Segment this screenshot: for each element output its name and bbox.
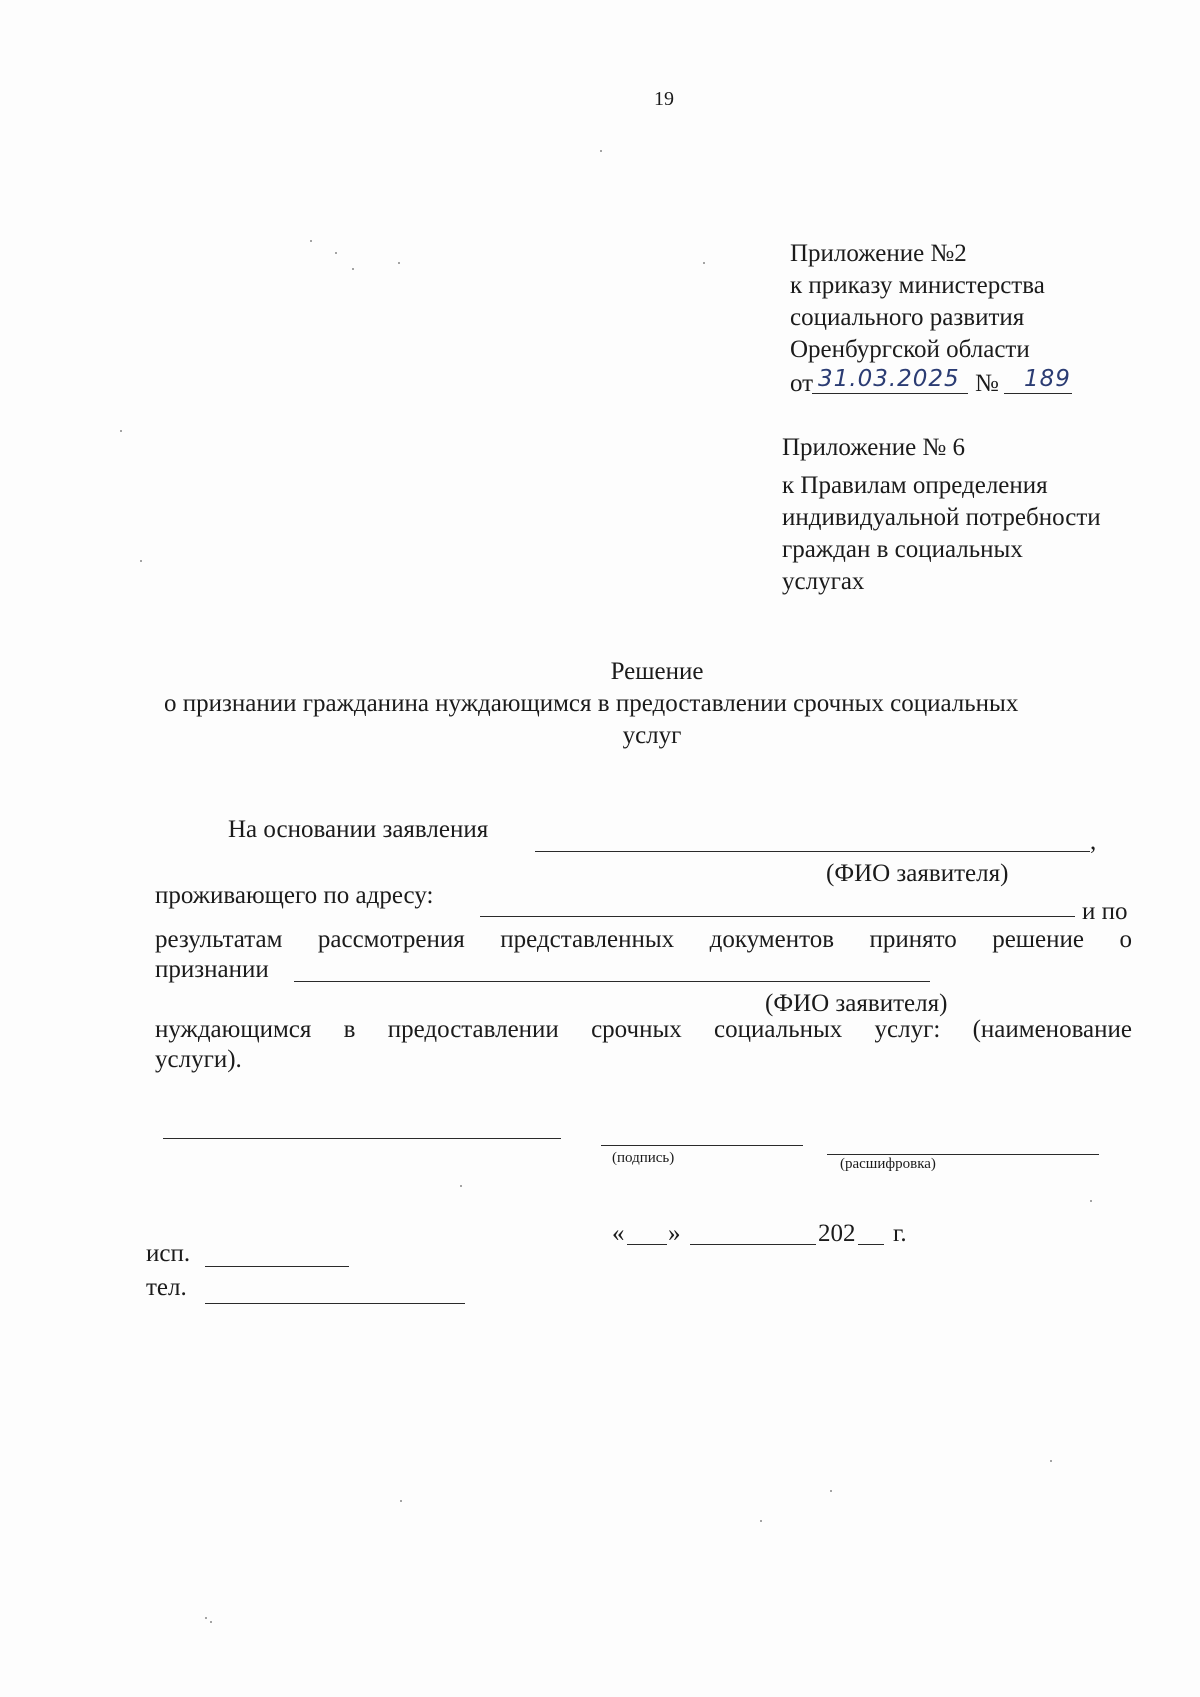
date-open-quote: « bbox=[612, 1220, 625, 1247]
applicant-name-field[interactable] bbox=[535, 851, 1090, 852]
signature-caption: (подпись) bbox=[612, 1150, 675, 1166]
fio-caption-2: (ФИО заявителя) bbox=[765, 990, 948, 1017]
year-field[interactable] bbox=[858, 1244, 884, 1245]
appendix-6-line-2: к Правилам определения bbox=[782, 472, 1048, 499]
number-underline bbox=[1004, 393, 1072, 394]
title-line-1: Решение bbox=[610, 658, 704, 685]
appendix-2-line-2: к приказу министерства bbox=[790, 272, 1045, 299]
recognition-label: признании bbox=[155, 956, 269, 983]
year-prefix: 202 bbox=[818, 1220, 856, 1247]
appendix-6-line-3: индивидуальной потребности bbox=[782, 504, 1101, 531]
date-underline bbox=[812, 393, 968, 394]
address-label: проживающего по адресу: bbox=[155, 882, 434, 909]
executor-label: исп. bbox=[146, 1240, 191, 1267]
title-line-2: о признании гражданина нуждающимся в предоставлении срочных социальных bbox=[164, 690, 1019, 717]
appendix-2-line-4: Оренбургской области bbox=[790, 336, 1030, 363]
basis-label: На основании заявления bbox=[228, 816, 489, 843]
day-field[interactable] bbox=[627, 1244, 667, 1245]
date-close-quote: » bbox=[668, 1220, 681, 1247]
appendix-6-line-4: граждан в социальных bbox=[782, 536, 1023, 563]
executor-field[interactable] bbox=[205, 1266, 349, 1267]
appendix-2-number-label: № bbox=[975, 370, 999, 397]
year-suffix: г. bbox=[893, 1220, 907, 1247]
service-line: услуги). bbox=[155, 1046, 242, 1073]
appendix-2-line-3: социального развития bbox=[790, 304, 1025, 331]
needy-line: нуждающимся в предоставлении срочных социальных услуг: (наименование bbox=[155, 1016, 1132, 1043]
phone-field[interactable] bbox=[205, 1303, 465, 1304]
handwritten-date: 31.03.2025 bbox=[818, 366, 960, 392]
page-number: 19 bbox=[654, 88, 674, 110]
appendix-2-from-label: от bbox=[790, 370, 814, 397]
appendix-2-title: Приложение №2 bbox=[790, 240, 967, 267]
results-line: результатам рассмотрения представленных документов принято решение о bbox=[155, 926, 1132, 953]
appendix-6-line-5: услугах bbox=[782, 568, 865, 595]
fio-caption-1: (ФИО заявителя) bbox=[826, 860, 1009, 887]
handwritten-number: 189 bbox=[1024, 366, 1071, 392]
recognized-name-field[interactable] bbox=[294, 981, 930, 982]
comma: , bbox=[1090, 828, 1097, 855]
appendix-6-title: Приложение № 6 bbox=[782, 434, 966, 461]
and-by-label: и по bbox=[1082, 898, 1128, 925]
signature-field[interactable] bbox=[601, 1145, 803, 1146]
month-field[interactable] bbox=[690, 1244, 816, 1245]
title-line-3: услуг bbox=[622, 722, 682, 749]
phone-label: тел. bbox=[146, 1274, 187, 1301]
position-field[interactable] bbox=[163, 1138, 561, 1139]
decoding-caption: (расшифровка) bbox=[840, 1156, 936, 1172]
address-field[interactable] bbox=[480, 916, 1075, 917]
